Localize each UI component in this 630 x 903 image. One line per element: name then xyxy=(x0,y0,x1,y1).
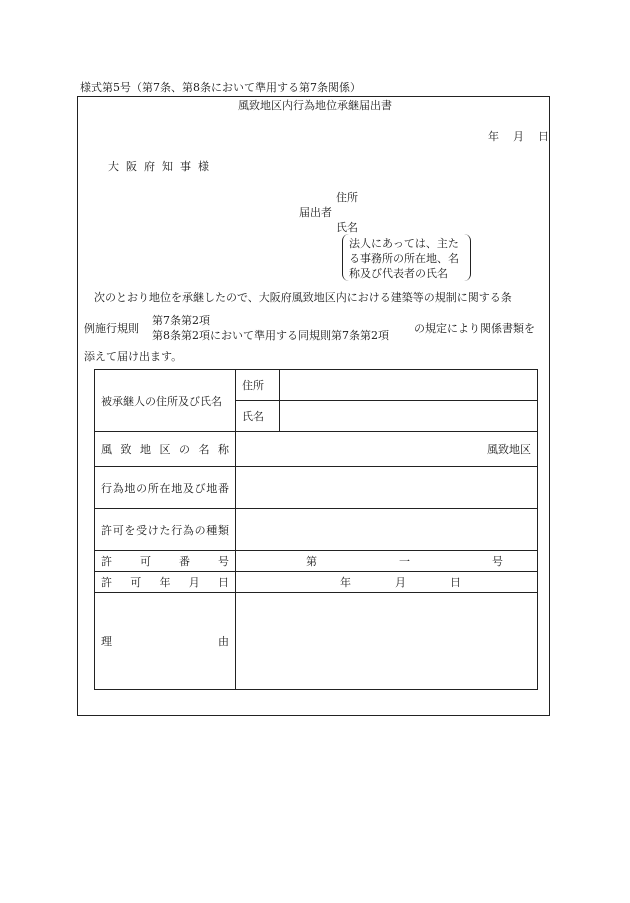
permit-type-field[interactable] xyxy=(236,509,538,551)
permit-number-field[interactable] xyxy=(236,551,538,572)
document-title: 風致地区内行為地位承継届出書 xyxy=(238,99,392,112)
predecessor-name-field[interactable] xyxy=(280,401,538,432)
reason-label-char: 理 xyxy=(101,635,112,648)
option-article-8: 第8条第2項において準用する同規則第7条第2項 xyxy=(152,329,389,342)
permit-number-part: 一 xyxy=(399,555,410,568)
bracket-note-line: る事務所の所在地、名 xyxy=(349,252,459,265)
reason-label xyxy=(95,593,236,690)
predecessor-name-label: 氏名 xyxy=(236,401,280,432)
permit-type-label: 許可を受けた行為の種類 xyxy=(95,509,236,551)
addressee-char: 様 xyxy=(198,160,209,173)
reason-field[interactable] xyxy=(236,593,538,690)
body-text-line-1: 次のとおり地位を承継したので、大阪府風致地区内における建築等の規制に関する条 xyxy=(94,291,512,304)
corporation-note-bracket xyxy=(342,234,471,281)
district-name-field[interactable]: 風致地区 xyxy=(236,432,538,467)
body-text-suffix: の規定により関係書類を xyxy=(414,322,535,335)
permit-number-label: 許可番号 xyxy=(95,551,236,572)
location-field[interactable] xyxy=(236,467,538,509)
addressee-char: 大 xyxy=(108,160,119,173)
applicant-label: 届出者 xyxy=(299,206,332,219)
addressee-char: 知 xyxy=(162,160,173,173)
date-month: 月 xyxy=(513,130,524,143)
body-text-prefix: 例施行規則 xyxy=(84,322,139,335)
permit-date-part: 月 xyxy=(395,576,406,589)
permit-date-part: 年 xyxy=(340,576,351,589)
permit-date-label: 許可年月日 xyxy=(95,572,236,593)
predecessor-label: 被承継人の住所及び氏名 xyxy=(95,370,236,432)
permit-number-part: 第 xyxy=(306,555,317,568)
predecessor-address-label: 住所 xyxy=(236,370,280,401)
date-line xyxy=(488,131,549,142)
permit-date-part: 日 xyxy=(450,576,461,589)
permit-date-field[interactable] xyxy=(236,572,538,593)
date-year: 年 xyxy=(488,130,499,143)
addressee-char: 府 xyxy=(144,160,155,173)
form-number-label: 様式第5号（第7条、第8条において準用する第7条関係） xyxy=(80,81,361,94)
addressee-char: 事 xyxy=(180,160,191,173)
option-article-7: 第7条第2項 xyxy=(152,314,210,327)
applicant-name-label: 氏名 xyxy=(336,221,358,234)
body-text-line-3: 添えて届け出ます。 xyxy=(84,350,183,363)
bracket-note-line: 称及び代表者の氏名 xyxy=(349,267,448,280)
addressee xyxy=(108,161,216,172)
date-day: 日 xyxy=(538,130,549,143)
addressee-char: 阪 xyxy=(126,160,137,173)
form-table xyxy=(94,369,538,690)
district-name-label: 風致地区の名称 xyxy=(95,432,236,467)
bracket-note-line: 法人にあっては、主た xyxy=(349,237,459,250)
predecessor-address-field[interactable] xyxy=(280,370,538,401)
location-label: 行為地の所在地及び地番 xyxy=(95,467,236,509)
applicant-address-label: 住所 xyxy=(336,191,358,204)
permit-number-part: 号 xyxy=(492,555,503,568)
reason-label-char: 由 xyxy=(218,635,229,648)
